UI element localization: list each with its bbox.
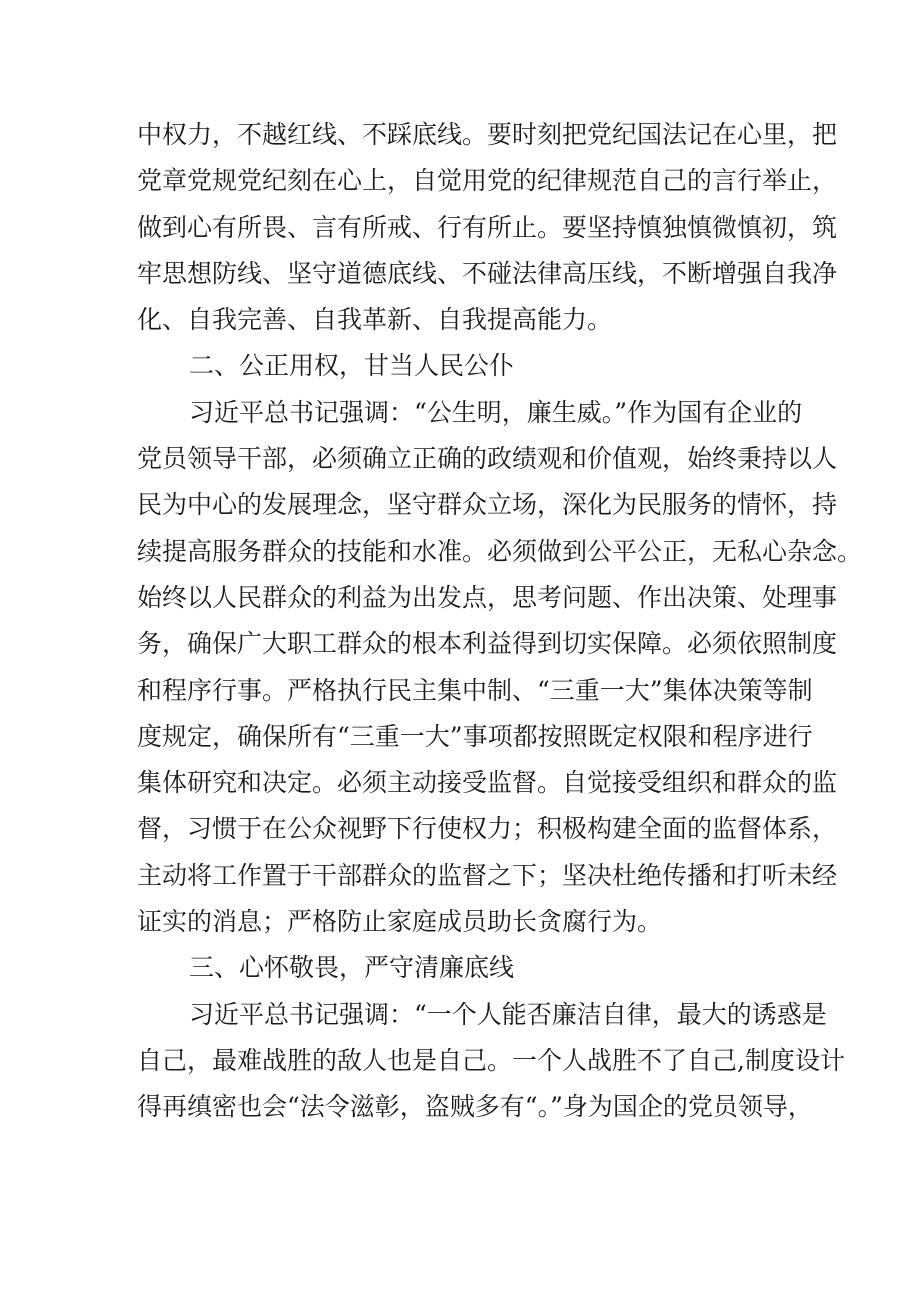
- text-line: 续提高服务群众的技能和水准。必须做到公平公正，无私心杂念。: [137, 536, 863, 566]
- section-heading-2: 二、公正用权，甘当人民公仆: [189, 351, 515, 381]
- text-line: 度规定，确保所有“三重一大”事项都按照既定权限和程序进行: [137, 721, 813, 751]
- paragraph-first-line: 习近平总书记强调：“公生明，廉生威。”作为国有企业的: [189, 397, 803, 427]
- text-line: 做到心有所畏、言有所戒、行有所止。要坚持慎独慎微慎初，筑: [137, 212, 838, 242]
- text-line: 自己，最难战胜的敌人也是自己。一个人战胜不了自己,制度设计: [137, 1045, 845, 1075]
- text-line: 务，确保广大职工群众的根本利益得到切实保障。必须依照制度: [137, 629, 838, 659]
- text-line: 集体研究和决定。必须主动接受监督。自觉接受组织和群众的监: [137, 768, 838, 798]
- paragraph-first-line: 习近平总书记强调：“一个人能否廉洁自律，最大的诱惑是: [189, 999, 827, 1029]
- text-line: 中权力，不越红线、不踩底线。要时刻把党纪国法记在心里，把: [137, 120, 838, 149]
- text-line: 督，习惯于在公众视野下行使权力；积极构建全面的监督体系，: [137, 814, 838, 844]
- text-line: 始终以人民群众的利益为出发点，思考问题、作出决策、处理事: [137, 582, 838, 612]
- document-body: [137, 112, 863, 1131]
- text-line: 和程序行事。严格执行民主集中制、“三重一大”集体决策等制: [137, 675, 813, 705]
- text-line: 民为中心的发展理念，坚守群众立场，深化为民服务的情怀，持: [137, 490, 838, 520]
- text-line: 牢思想防线、坚守道德底线、不碰法律高压线，不断增强自我净: [137, 258, 838, 288]
- text-line: 证实的消息；严格防止家庭成员助长贪腐行为。: [137, 907, 663, 937]
- text-line: 党员领导干部，必须确立正确的政绩观和价值观，始终秉持以人: [137, 444, 838, 474]
- text-line: 党章党规党纪刻在心上，自觉用党的纪律规范自己的言行举止，: [137, 166, 838, 196]
- section-heading-3: 三、心怀敬畏，严守清廉底线: [189, 953, 515, 983]
- text-line: 得再缜密也会“法令滋彰，盗贼多有“。”身为国企的党员领导，: [137, 1092, 813, 1122]
- text-line: 化、自我完善、自我革新、自我提高能力。: [137, 305, 613, 335]
- text-line: 主动将工作置于干部群众的监督之下；坚决杜绝传播和打听未经: [137, 860, 838, 890]
